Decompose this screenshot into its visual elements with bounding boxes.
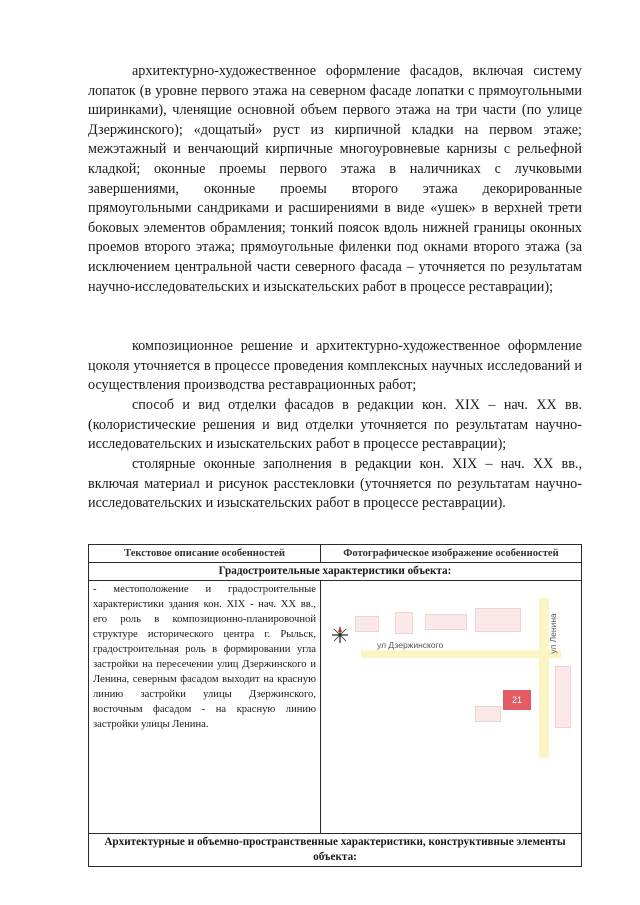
paragraph-text: столярные оконные заполнения в редакции кон. XIX – нач. XX вв., включая материал и рисунок расстекловки (уточняется по результатам научно-исследовательских и изыскательских работ в процессе реставрации). <box>88 456 582 512</box>
table-section-row <box>89 563 582 581</box>
map-building <box>355 616 379 632</box>
paragraph-facades <box>88 62 582 297</box>
street-label-dzerzhinskogo: ул Дзержинского <box>377 640 444 650</box>
table-section-row <box>89 834 582 867</box>
map-cell <box>321 581 582 834</box>
section-architecture: Архитектурные и объемно-пространственные характеристики, конструктивные элементы объекта: <box>89 834 582 867</box>
paragraph-composition <box>88 337 582 396</box>
section-urban-planning: Градостроительные характеристики объекта: <box>89 563 582 581</box>
paragraph-text: композиционное решение и архитектурно-художественное оформление цоколя уточняется в процессе проведения комплексных научных исследований и осуществления производства реставрационных работ; <box>88 338 582 394</box>
street-label-lenina: ул Ленина <box>547 613 558 654</box>
location-map <box>325 586 577 766</box>
urban-planning-description: - местоположение и градостроительные характеристики здания кон. XIX - нач. XX вв., его роль в композиционно-планировочной структуре исторического центра г. Рыльск, градостроительная роль в формировании угла застройки на пересечении улиц Дзержинского и Ленина, северным фасадом выходит на красную линию застройки улицы Дзержинского, восточным фасадом - на красную линию застройки улицы Ленина. <box>89 581 321 834</box>
table-row <box>89 581 582 834</box>
map-building <box>425 614 467 630</box>
table-header-row <box>89 545 582 563</box>
paragraph-windows <box>88 455 582 514</box>
map-building <box>475 706 501 722</box>
features-table <box>88 544 582 867</box>
paragraph-finishing <box>88 396 582 455</box>
map-building <box>475 608 521 632</box>
col-header-description: Текстовое описание особенностей <box>89 545 321 563</box>
paragraph-text: архитектурно-художественное оформление фасадов, включая систему лопаток (в уровне первого этажа на северном фасаде лопатки с прямоугольными ширинками), членящие основной объем первого этажа на три части (по улице Дзержинского); «дощатый» руст из кирпичной кладки на первом этаже; межэтажный и венчающий кирпичные многоуровневые карнизы с рельефной кладкой; оконные проемы первого этажа в наличниках с лучковыми завершениями, оконные проемы второго этажа декорированные прямоугольными сандриками и расширениями в виде «ушек» в верхней трети боковых элементов обрамления; тонкий поясок вдоль нижней границы оконных проемов второго этажа; прямоугольные филенки под окнами второго этажа (за исключением центральной части северного фасада – уточняется по результатам научно-исследовательских и изыскательских работ в процессе реставрации); <box>88 63 582 295</box>
col-header-photo: Фотографическое изображение особенностей <box>321 545 582 563</box>
highlighted-building-21: 21 <box>503 690 531 710</box>
compass-rose-icon <box>331 626 349 644</box>
paragraph-text: способ и вид отделки фасадов в редакции кон. XIX – нач. XX вв. (колористические решения и вид отделки уточняется по результатам научно-исследовательских и изыскательских работ в процессе реставрации); <box>88 397 582 453</box>
map-building <box>395 612 413 634</box>
map-building <box>555 666 571 728</box>
